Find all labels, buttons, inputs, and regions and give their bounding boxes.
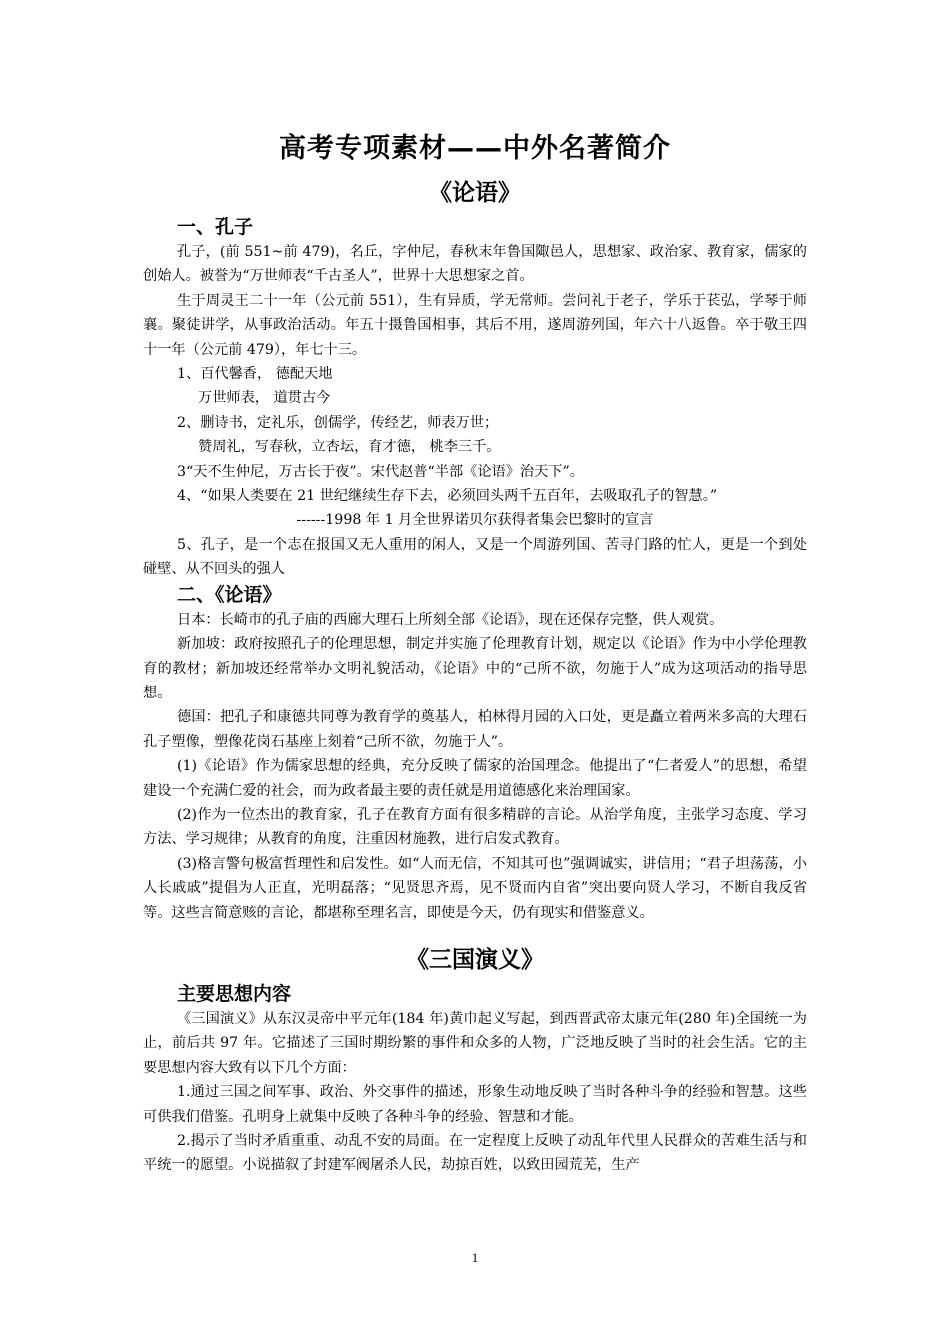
- document-content: [143, 126, 807, 1178]
- document-title: 高考专项素材——中外名著简介: [279, 133, 671, 164]
- paragraph: 2、删诗书，定礼乐，创儒学，传经艺，师表万世；: [177, 414, 499, 431]
- page-number: 1: [471, 1250, 479, 1265]
- paragraph: 孔子，(前 551~前 479)，名丘，字仲尼，春秋末年鲁国陬邑人，思想家、政治家、教育家，儒家的创始人。被誉为“万世师表“千古圣人”，世界十大思想家之首。: [143, 244, 807, 285]
- paragraph: 《三国演义》从东汉灵帝中平元年(184 年)黄巾起义写起，到西晋武帝太康元年(280 年)全国统一为止，前后共 97 年。它描述了三国时期纷繁的事件和众多的人物，广泛地反映了当时的社会生活。它的主要思想内容大致有以下几个方面：: [143, 1010, 807, 1076]
- paragraph: 3“天不生仲尼，万古长于夜”。宋代赵普“半部《论语》治天下”。: [177, 463, 584, 480]
- paragraph: (2)作为一位杰出的教育家，孔子在教育方面有很多精辟的言论。从治学角度，主张学习态度、学习方法、学习规律；从教育的角度，注重因材施教，进行启发式教育。: [143, 806, 807, 848]
- paragraph: 新加坡：政府按照孔子的伦理思想，制定并实施了伦理教育计划，规定以《论语》作为中小学伦理教育的教材；新加坡还经常举办文明礼貌活动，《论语》中的“己所不欲，勿施于人”成为这项活动的指导思想。: [143, 636, 807, 701]
- section-heading-kongzi: 一、孔子: [177, 216, 254, 238]
- paragraph: 赞周礼，写春秋，立杏坛，育才德， 桃李三千。: [198, 439, 501, 456]
- paragraph: 2.揭示了当时矛盾重重、动乱不安的局面。在一定程度上反映了动乱年代里人民群众的苦难生活与和平统一的愿望。小说描叙了封建军阀屠杀人民，劫掠百姓，以致田园荒芜，生产: [143, 1133, 807, 1174]
- paragraph: 万世师表， 道贯古今: [198, 390, 331, 407]
- paragraph: 生于周灵王二十一年（公元前 551），生有异质，学无常师。尝问礼于老子，学乐于苌弘，学琴于师襄。聚徒讲学，从事政治活动。年五十摄鲁国相事，其后不用，遂周游列国，年六十八返鲁。卒于敬王四十一年（公元前 479），年七十三。: [143, 292, 807, 358]
- paragraph: (3)格言警句极富哲理性和启发性。如“人而无信，不知其可也”强调诚实，讲信用；“君子坦荡荡，小人长戚戚”提倡为人正直，光明磊落；“见贤思齐焉，见不贤而内自省”突出要向贤人学习，不断自我反省等。这些言简意赅的言论，都堪称至理名言，即使是今天，仍有现实和借鉴意义。: [143, 855, 807, 921]
- quote-attribution: ------1998 年 1 月全世界诺贝尔获得者集会巴黎时的宣言: [296, 512, 654, 529]
- paragraph: 1、百代馨香， 德配天地: [177, 366, 333, 383]
- paragraph: 德国：把孔子和康德共同尊为教育学的奠基人，柏林得月园的入口处，更是矗立着两米多高的大理石孔子塑像，塑像花岗石基座上刻着“己所不欲，勿施于人”。: [143, 709, 807, 750]
- paragraph: 日本：长崎市的孔子庙的西廊大理石上所刻全部《论语》，现在还保存完整，供人观赏。: [177, 611, 724, 628]
- paragraph: 5、孔子，是一个志在报国又无人重用的闲人，又是一个周游列国、苦寻门路的忙人，更是一个到处碰壁、从不回头的强人: [143, 536, 807, 578]
- paragraph: 4、“如果人类要在 21 世纪继续生存下去，必须回头两千五百年，去吸取孔子的智慧。”: [177, 488, 718, 505]
- book-title-sanguo: 《三国演义》: [406, 946, 544, 973]
- paragraph: 1.通过三国之间军事、政治、外交事件的描述，形象生动地反映了当时各种斗争的经验和智慧。这些可供我们借鉴。孔明身上就集中反映了各种斗争的经验、智慧和才能。: [143, 1084, 807, 1125]
- book-title-lunyu: 《论语》: [429, 180, 521, 206]
- section-heading-main-ideas: 主要思想内容: [177, 982, 292, 1005]
- section-heading-lunyu: 二、《论语》: [177, 583, 282, 606]
- paragraph: (1)《论语》作为儒家思想的经典，充分反映了儒家的治国理念。他提出了“仁者爱人”的思想，希望建设一个充满仁爱的社会，而为政者最主要的责任就是用道德感化来治理国家。: [143, 758, 807, 799]
